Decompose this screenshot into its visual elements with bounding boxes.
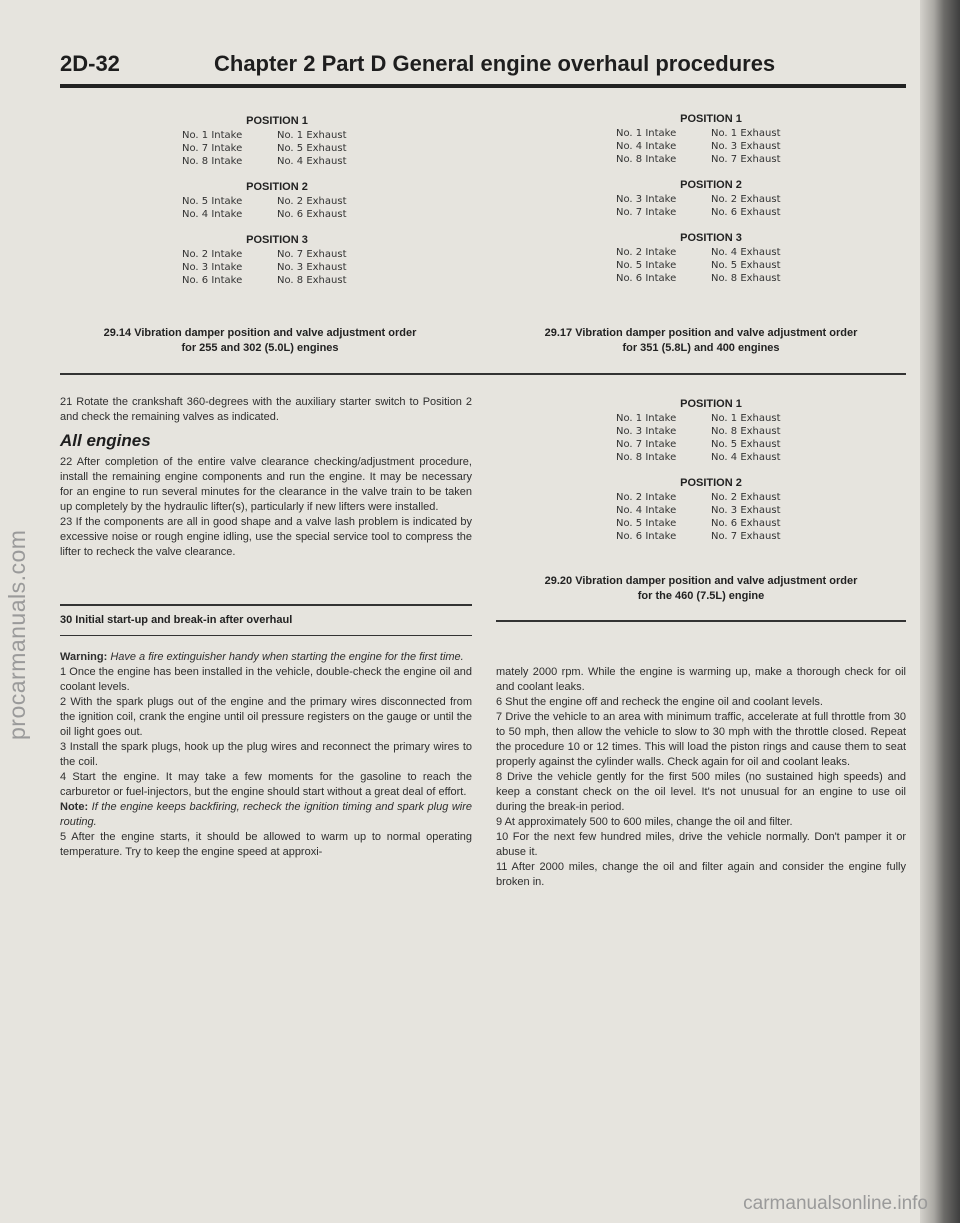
- header-rule: [60, 84, 906, 88]
- right-column-text: [496, 665, 906, 890]
- note-paragraph: [60, 800, 472, 830]
- step-4: 4 Start the engine. It may take a few moments for the gasoline to reach the carburetor or fuel-injectors, but the engine should start without a great deal of effort.: [60, 771, 472, 798]
- exhaust-valve: No. 6 Exhaust: [277, 209, 347, 220]
- chapter-title: Chapter 2 Part D General engine overhaul procedures: [214, 51, 776, 76]
- position-group: [182, 234, 372, 287]
- intake-valve: No. 6 Intake: [616, 273, 677, 284]
- valve-row: [616, 246, 806, 259]
- figure-divider: [60, 373, 906, 375]
- caption-line: 29.20 Vibration damper position and valve adjustment order: [544, 575, 858, 587]
- intake-valve: No. 3 Intake: [616, 194, 677, 205]
- valve-row: [182, 155, 372, 168]
- exhaust-valve: No. 8 Exhaust: [711, 426, 781, 437]
- step-11: 11 After 2000 miles, change the oil and filter again and consider the engine fully broken in.: [496, 861, 906, 888]
- exhaust-valve: No. 8 Exhaust: [277, 275, 347, 286]
- caption-line: for 255 and 302 (5.0L) engines: [181, 342, 339, 354]
- intake-valve: No. 6 Intake: [616, 531, 677, 542]
- figure-29-14-valve-table: [182, 115, 372, 300]
- valve-row: [616, 504, 806, 517]
- position-group: [616, 398, 806, 464]
- position-group: [616, 232, 806, 285]
- paragraph-22: 22 After completion of the entire valve clearance checking/adjustment procedure, install the remaining engine components and run the engine. It may be necessary for an engine to run several minutes for the clearance in the valve train to be taken up completely by the hydraulic lifter(s), particularly if new lifters were installed.: [60, 456, 472, 513]
- section-rule-top: [60, 604, 472, 606]
- valve-row: [616, 412, 806, 425]
- figure-29-14-caption: [60, 326, 460, 356]
- step-6: 6 Shut the engine off and recheck the engine oil and coolant levels.: [496, 696, 823, 708]
- valve-row: [616, 530, 806, 543]
- subheading-all-engines: All engines: [60, 431, 151, 450]
- position-title: POSITION 2: [680, 477, 742, 489]
- valve-row: [616, 517, 806, 530]
- watermark-left: procarmanuals.com: [4, 529, 30, 741]
- valve-row: [182, 274, 372, 287]
- exhaust-valve: No. 1 Exhaust: [277, 130, 347, 141]
- figure-29-17-caption: [496, 326, 906, 356]
- page-edge-shadow: [920, 0, 960, 1223]
- position-title: POSITION 3: [680, 232, 742, 244]
- exhaust-valve: No. 5 Exhaust: [711, 260, 781, 271]
- position-title: POSITION 3: [246, 234, 308, 246]
- valve-row: [616, 153, 806, 166]
- exhaust-valve: No. 2 Exhaust: [711, 194, 781, 205]
- caption-line: for 351 (5.8L) and 400 engines: [622, 342, 780, 354]
- warning-label: Warning:: [60, 651, 108, 663]
- intake-valve: No. 7 Intake: [182, 143, 243, 154]
- intake-valve: No. 5 Intake: [616, 518, 677, 529]
- left-column-lower: [60, 650, 472, 860]
- figure-29-20-valve-table: [616, 398, 806, 556]
- position-title: POSITION 1: [246, 115, 308, 127]
- exhaust-valve: No. 4 Exhaust: [711, 247, 781, 258]
- intake-valve: No. 2 Intake: [182, 249, 243, 260]
- caption-line: 29.14 Vibration damper position and valve adjustment order: [103, 327, 417, 339]
- exhaust-valve: No. 2 Exhaust: [277, 196, 347, 207]
- exhaust-valve: No. 7 Exhaust: [711, 531, 781, 542]
- left-column-upper: [60, 395, 472, 560]
- warning-paragraph: [60, 650, 472, 665]
- valve-row: [182, 195, 372, 208]
- step-5-continued: mately 2000 rpm. While the engine is warming up, make a thorough check for oil and coolant leaks.: [496, 666, 906, 693]
- intake-valve: No. 3 Intake: [616, 426, 677, 437]
- exhaust-valve: No. 5 Exhaust: [711, 439, 781, 450]
- step-2: 2 With the spark plugs out of the engine and the primary wires disconnected from the ignition coil, crank the engine until oil pressure registers on the gauge or until the oil light goes out.: [60, 696, 472, 738]
- step-8: 8 Drive the vehicle gently for the first 500 miles (no sustained high speeds) and keep a constant check on the oil level. It's not unusual for an engine to use oil during the break-in period.: [496, 771, 906, 813]
- step-10: 10 For the next few hundred miles, drive the vehicle normally. Don't pamper it or abuse it.: [496, 831, 906, 858]
- position-title: POSITION 1: [680, 398, 742, 410]
- exhaust-valve: No. 5 Exhaust: [277, 143, 347, 154]
- valve-row: [616, 425, 806, 438]
- warning-text: Have a fire extinguisher handy when starting the engine for the first time.: [110, 651, 464, 663]
- intake-valve: No. 8 Intake: [616, 154, 677, 165]
- intake-valve: No. 4 Intake: [616, 141, 677, 152]
- valve-row: [616, 272, 806, 285]
- paragraph-23: 23 If the components are all in good shape and a valve lash problem is indicated by excessive noise or rough engine idling, use the special service tool to compress the lifter to recheck the valve clearance.: [60, 516, 472, 558]
- valve-row: [616, 259, 806, 272]
- caption-line: 29.17 Vibration damper position and valve adjustment order: [544, 327, 858, 339]
- exhaust-valve: No. 4 Exhaust: [277, 156, 347, 167]
- valve-row: [182, 129, 372, 142]
- intake-valve: No. 1 Intake: [182, 130, 243, 141]
- exhaust-valve: No. 4 Exhaust: [711, 452, 781, 463]
- exhaust-valve: No. 3 Exhaust: [711, 141, 781, 152]
- paragraph-21: 21 Rotate the crankshaft 360-degrees with the auxiliary starter switch to Position 2 and check the remaining valves as indicated.: [60, 396, 472, 423]
- figure-29-20-caption: [496, 574, 906, 604]
- valve-row: [182, 142, 372, 155]
- caption-line: for the 460 (7.5L) engine: [637, 590, 765, 602]
- step-3: 3 Install the spark plugs, hook up the plug wires and reconnect the primary wires to the coil.: [60, 741, 472, 768]
- exhaust-valve: No. 8 Exhaust: [711, 273, 781, 284]
- exhaust-valve: No. 3 Exhaust: [711, 505, 781, 516]
- intake-valve: No. 2 Intake: [616, 492, 677, 503]
- watermark-bottom: carmanualsonline.info: [743, 1193, 928, 1214]
- intake-valve: No. 5 Intake: [182, 196, 243, 207]
- exhaust-valve: No. 1 Exhaust: [711, 128, 781, 139]
- figure-29-17-valve-table: [616, 113, 806, 298]
- position-title: POSITION 2: [680, 179, 742, 191]
- position-group: [616, 113, 806, 166]
- step-9: 9 At approximately 500 to 600 miles, change the oil and filter.: [496, 816, 793, 828]
- step-5: 5 After the engine starts, it should be allowed to warm up to normal operating temperature. Try to keep the engine speed at approxi-: [60, 831, 472, 858]
- note-label: Note:: [60, 801, 89, 813]
- exhaust-valve: No. 7 Exhaust: [711, 154, 781, 165]
- right-column-divider: [496, 620, 906, 622]
- intake-valve: No. 4 Intake: [182, 209, 243, 220]
- section-rule-bottom: [60, 635, 472, 636]
- position-group: [616, 179, 806, 219]
- valve-row: [616, 193, 806, 206]
- section-30-title: 30 Initial start-up and break-in after overhaul: [60, 614, 293, 626]
- intake-valve: No. 7 Intake: [616, 207, 677, 218]
- intake-valve: No. 7 Intake: [616, 439, 677, 450]
- page-header: [60, 51, 906, 81]
- exhaust-valve: No. 3 Exhaust: [277, 262, 347, 273]
- valve-row: [182, 261, 372, 274]
- intake-valve: No. 2 Intake: [616, 247, 677, 258]
- step-7: 7 Drive the vehicle to an area with minimum traffic, accelerate at full throttle from 30 to 50 mph, then allow the vehicle to slow to 30 mph with the throttle closed. Repeat the procedure 10 or 12 times. This will load the piston rings and cause them to seat properly against the cylinder walls. Check again for oil and coolant leaks.: [496, 711, 906, 768]
- position-title: POSITION 1: [680, 113, 742, 125]
- position-group: [182, 181, 372, 221]
- page-number: 2D-32: [60, 51, 120, 76]
- exhaust-valve: No. 1 Exhaust: [711, 413, 781, 424]
- intake-valve: No. 8 Intake: [616, 452, 677, 463]
- step-1: 1 Once the engine has been installed in the vehicle, double-check the engine oil and coolant levels.: [60, 666, 472, 693]
- valve-row: [616, 491, 806, 504]
- intake-valve: No. 8 Intake: [182, 156, 243, 167]
- position-group: [182, 115, 372, 168]
- intake-valve: No. 6 Intake: [182, 275, 243, 286]
- exhaust-valve: No. 6 Exhaust: [711, 207, 781, 218]
- valve-row: [182, 248, 372, 261]
- intake-valve: No. 1 Intake: [616, 413, 677, 424]
- note-text: If the engine keeps backfiring, recheck the ignition timing and spark plug wire routing.: [60, 801, 473, 828]
- intake-valve: No. 4 Intake: [616, 505, 677, 516]
- valve-row: [616, 438, 806, 451]
- intake-valve: No. 3 Intake: [182, 262, 243, 273]
- valve-row: [616, 127, 806, 140]
- intake-valve: No. 1 Intake: [616, 128, 677, 139]
- exhaust-valve: No. 2 Exhaust: [711, 492, 781, 503]
- position-title: POSITION 2: [246, 181, 308, 193]
- valve-row: [616, 206, 806, 219]
- valve-row: [182, 208, 372, 221]
- exhaust-valve: No. 7 Exhaust: [277, 249, 347, 260]
- position-group: [616, 477, 806, 543]
- exhaust-valve: No. 6 Exhaust: [711, 518, 781, 529]
- valve-row: [616, 140, 806, 153]
- intake-valve: No. 5 Intake: [616, 260, 677, 271]
- valve-row: [616, 451, 806, 464]
